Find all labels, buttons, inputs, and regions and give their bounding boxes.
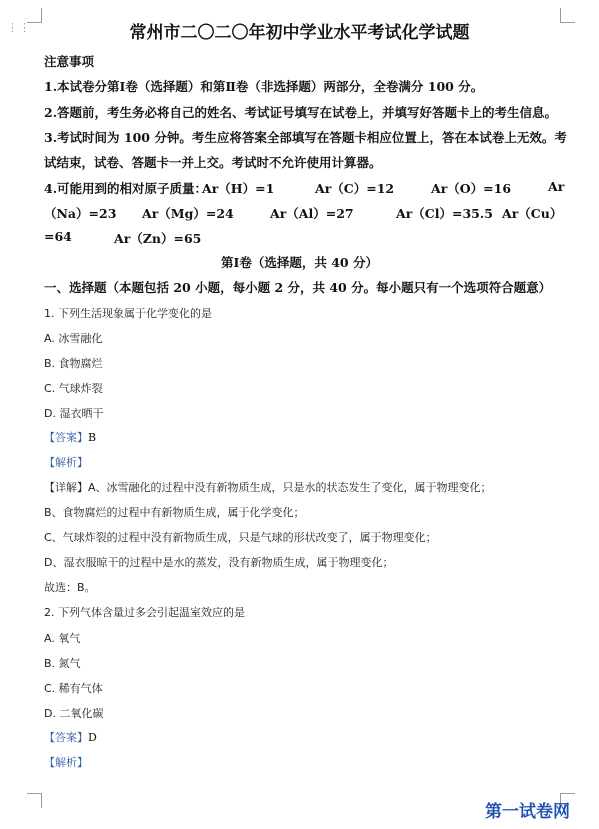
question-1-conclusion: 故选：B。 [44,581,96,594]
answer-tag: 【答案】 [44,431,88,444]
answer-tag: 【答案】 [44,731,88,744]
detail-text: A、冰雪融化的过程中没有新物质生成，只是水的状态发生了变化，属于物理变化； [88,481,492,494]
question-2-answer [44,729,97,745]
question-2-option-d: D. 二氧化碳 [44,707,104,720]
question-2-analysis [44,754,88,770]
question-1-option-d: D. 湿衣晒干 [44,407,104,420]
detail-tag: 【详解】 [44,481,88,494]
question-1-stem: 1. 下列生活现象属于化学变化的是 [44,307,212,320]
drag-handle-icon[interactable]: ⋮⋮ [7,21,31,34]
question-1-option-a: A. 冰雪融化 [44,332,103,345]
question-1-option-c: C. 气球炸裂 [44,382,103,395]
atomic-mass-h: Ar（H）=1 [202,181,275,196]
atomic-mass-cu: Ar（Cu） [502,206,563,221]
question-1-analysis [44,454,88,470]
atomic-mass-na: （Na）=23 [44,206,117,221]
analysis-tag: 【解析】 [44,456,88,469]
question-2-option-b: B. 氮气 [44,657,81,670]
page-corner-mark [27,793,42,808]
atomic-mass-c: Ar（C）=12 [315,181,395,196]
page-title: 常州市二〇二〇年初中学业水平考试化学试题 [129,23,470,43]
question-1-detail-b: B、食物腐烂的过程中有新物质生成，属于化学变化； [44,506,305,519]
question-1-detail-d: D、湿衣服晾干的过程中是水的蒸发，没有新物质生成，属于物理变化； [44,556,394,569]
notice-item-3: 3.考试时间为 100 分钟。考生应将答案全部填写在答题卡相应位置上，答在本试卷上无效。考 [44,130,567,145]
atomic-mass-al: Ar（Al）=27 [270,206,354,221]
question-1-answer [44,429,96,445]
question-1-option-b: B. 食物腐烂 [44,357,103,370]
site-watermark: 第一试卷网 [485,802,570,822]
notice-item-4: 4.可能用到的相对原子质量： [44,181,208,196]
section-instructions: 一、选择题（本题包括 20 小题，每小题 2 分，共 40 分。每小题只有一个选项符合题意） [44,280,552,295]
notice-item-1: 1.本试卷分第Ⅰ卷（选择题）和第Ⅱ卷（非选择题）两部分，全卷满分 100 分。 [44,79,484,94]
atomic-mass-mg: Ar（Mg）=24 [142,206,234,221]
question-1-detail-a [44,479,492,495]
question-2-option-a: A. 氧气 [44,632,81,645]
atomic-mass-na-prefix: Ar [548,179,565,194]
analysis-tag: 【解析】 [44,756,88,769]
atomic-mass-cl: Ar（Cl）=35.5 [396,206,493,221]
question-2-option-c: C. 稀有气体 [44,682,103,695]
section-heading: 第Ⅰ卷（选择题，共 40 分） [221,255,378,270]
atomic-mass-cu-value: =64 [44,229,72,244]
question-1-detail-c: C、气球炸裂的过程中没有新物质生成，只是气球的形状改变了，属于物理变化； [44,531,437,544]
question-2-stem: 2. 下列气体含量过多会引起温室效应的是 [44,606,245,619]
answer-value: D [88,731,97,744]
atomic-mass-o: Ar（O）=16 [431,181,512,196]
notice-heading: 注意事项 [44,54,95,69]
answer-value: B [88,431,97,444]
notice-item-2: 2.答题前，考生务必将自己的姓名、考试证号填写在试卷上，并填写好答题卡上的考生信息。 [44,105,558,120]
atomic-mass-zn: Ar（Zn）=65 [114,231,202,246]
notice-item-3-cont: 试结束，试卷、答题卡一并上交。考试时不允许使用计算器。 [44,155,382,170]
